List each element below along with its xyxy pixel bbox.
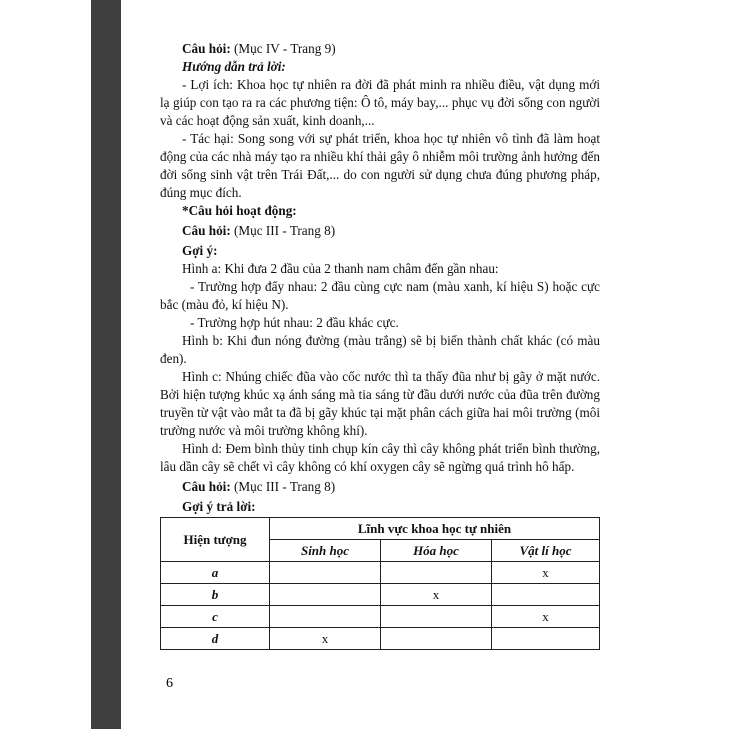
classification-table <box>160 517 600 650</box>
table-header-row <box>161 518 600 540</box>
table-cell: x <box>381 584 492 606</box>
figure-a: Hình a: Khi đưa 2 đầu của 2 thanh nam châm đến gần nhau: <box>182 261 499 276</box>
table-cell: x <box>492 606 600 628</box>
table-cell <box>492 628 600 650</box>
figure-a-case-2: - Trường hợp hút nhau: 2 đầu khác cực. <box>190 315 399 330</box>
table-row <box>161 584 600 606</box>
figure-b: Hình b: Khi đun nóng đường (màu trắng) sẽ bị biến thành chất khác (có màu đen). <box>160 333 600 366</box>
activity-heading: *Câu hỏi hoạt động: <box>182 203 297 218</box>
header-biology: Sinh học <box>270 540 381 562</box>
table-cell <box>381 562 492 584</box>
table-cell <box>270 562 381 584</box>
table-cell <box>381 628 492 650</box>
page-number: 6 <box>166 676 173 691</box>
row-label: a <box>161 562 270 584</box>
table-row <box>161 606 600 628</box>
guide-heading: Hướng dẫn trả lời: <box>182 59 286 74</box>
left-margin <box>0 0 91 729</box>
header-physics: Vật lí học <box>492 540 600 562</box>
question-3: Câu hỏi: (Mục III - Trang 8) <box>182 479 336 494</box>
figure-d: Hình d: Đem bình thủy tinh chụp kín cây thì cây không phát triển bình thường, lâu dần cây sẽ chết vì cây không có khí oxygen cây sẽ ngừng quá trình hô hấp. <box>160 441 600 474</box>
table-cell <box>381 606 492 628</box>
row-label: b <box>161 584 270 606</box>
table-cell <box>492 584 600 606</box>
figure-c: Hình c: Nhúng chiếc đũa vào cốc nước thì ta thấy đũa như bị gãy ở mặt nước. Bởi hiện tượng khúc xạ ánh sáng mà tia sáng từ đầu dưới nước của đũa trên đường truyền từ vật vào mắt ta đã bị gãy khúc tại mặt phân cách giữa hai môi trường (môi trường nước và môi trường không khí). <box>160 369 600 438</box>
answer-hint-heading: Gợi ý trả lời: <box>182 499 256 514</box>
page-content <box>160 40 600 650</box>
table-row <box>161 562 600 584</box>
table-cell <box>270 584 381 606</box>
row-label: d <box>161 628 270 650</box>
hint-heading: Gợi ý: <box>182 243 218 258</box>
table-cell: x <box>492 562 600 584</box>
header-field: Lĩnh vực khoa học tự nhiên <box>270 518 600 540</box>
harm-paragraph: - Tác hại: Song song với sự phát triển, khoa học tự nhiên vô tình đã làm hoạt động của các nhà máy tạo ra nhiều khí thải gây ô nhiễm môi trường ảnh hưởng đến đời sống sinh vật trên Trái Đất,... do con người sử dụng chưa đúng phương pháp, đúng mục đích. <box>160 131 600 200</box>
question-2: Câu hỏi: (Mục III - Trang 8) <box>182 223 336 238</box>
table-row <box>161 628 600 650</box>
right-margin <box>639 0 729 729</box>
header-chemistry: Hóa học <box>381 540 492 562</box>
document-page <box>121 0 639 729</box>
header-phenomenon: Hiện tượng <box>161 518 270 562</box>
table-cell: x <box>270 628 381 650</box>
table-cell <box>270 606 381 628</box>
benefit-paragraph: - Lợi ích: Khoa học tự nhiên ra đời đã phát minh ra nhiều điều, vật dụng mới lạ giúp con tạo ra ra các phương tiện: Ô tô, máy bay,... phục vụ đời sống con người và các hoạt động sản xuất, kinh doanh,... <box>160 77 600 128</box>
row-label: c <box>161 606 270 628</box>
question-1: Câu hỏi: (Mục IV - Trang 9) <box>182 41 336 56</box>
figure-a-case-1: - Trường hợp đẩy nhau: 2 đầu cùng cực nam (màu xanh, kí hiệu S) hoặc cực bắc (màu đỏ, kí hiệu N). <box>160 279 600 312</box>
